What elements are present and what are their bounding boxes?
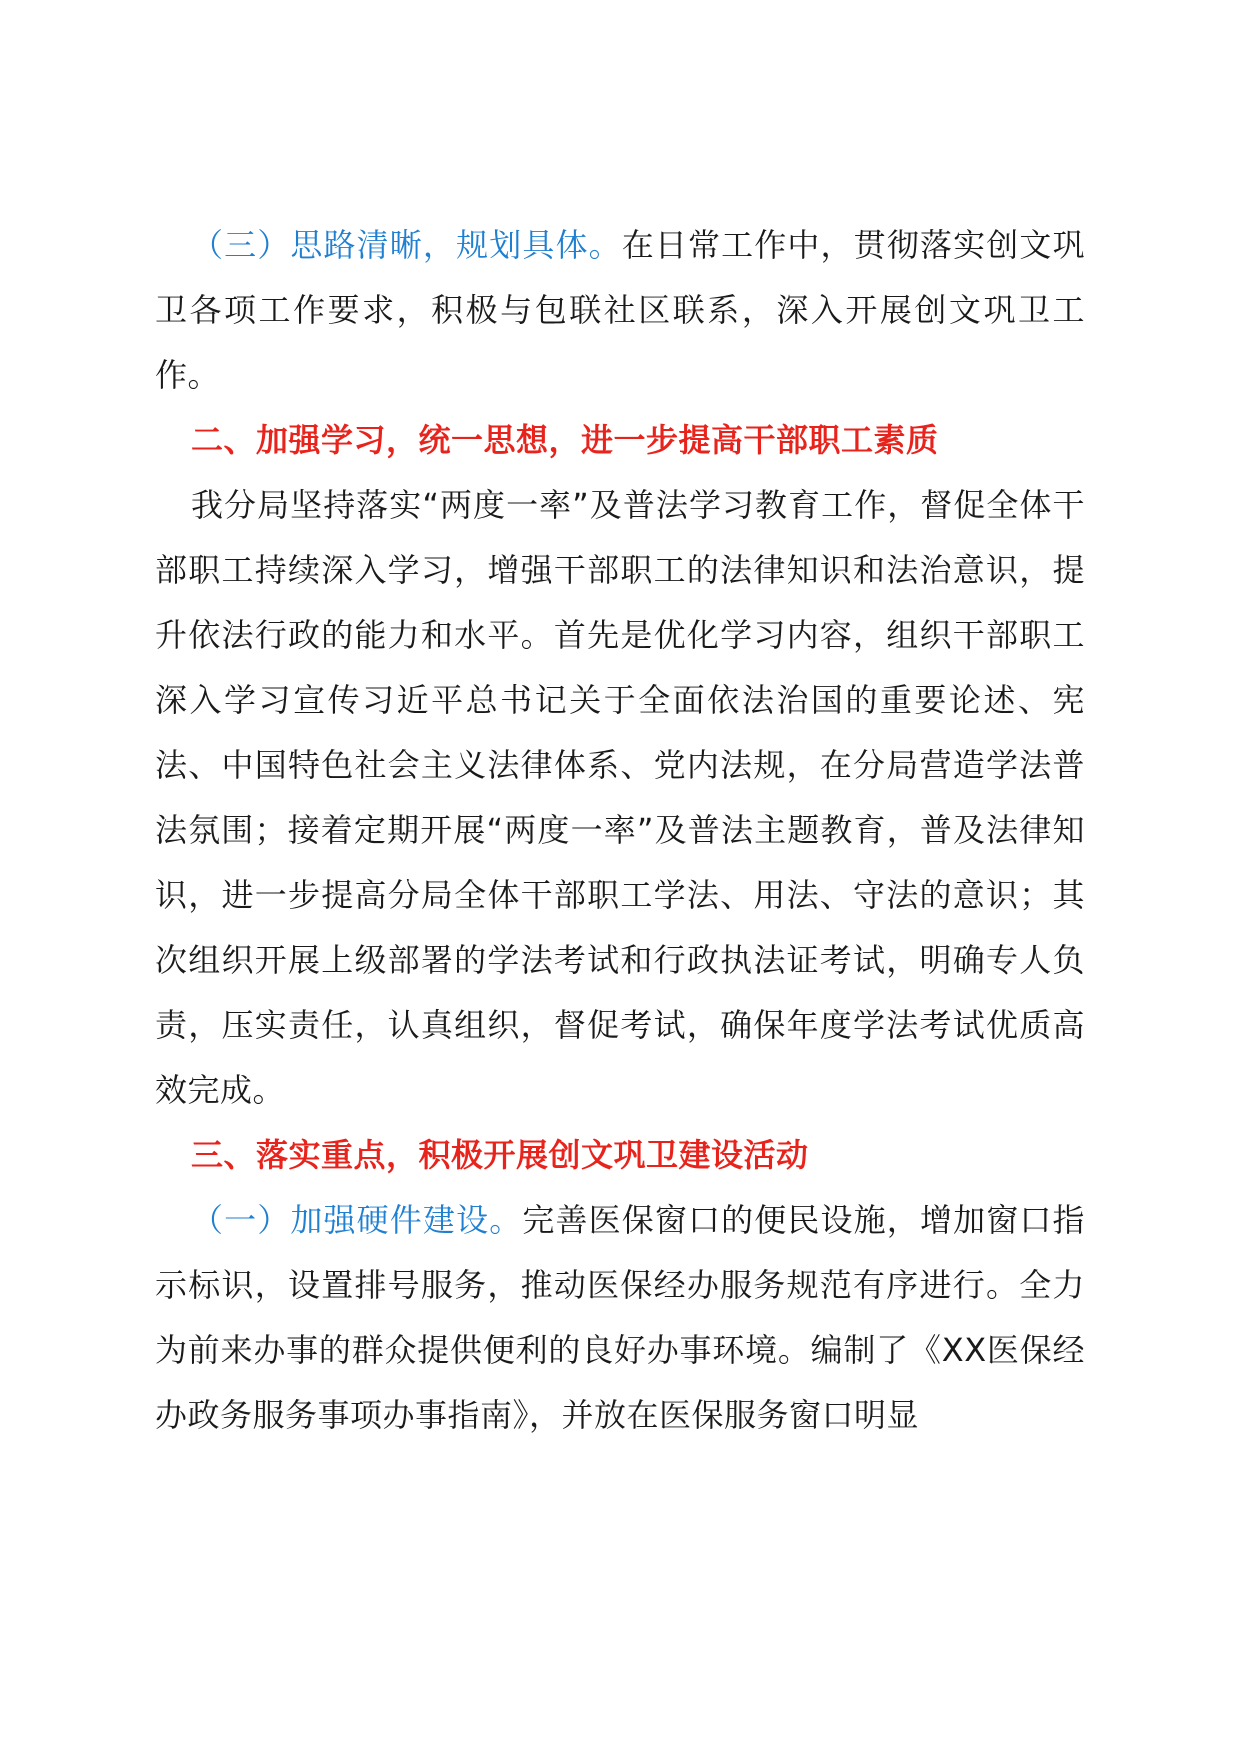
paragraph-body-planning: 在日常工作中，贯彻落实创文巩卫各项工作要求，积极与包联社区联系，深入开展创文巩卫工作。 bbox=[155, 226, 1085, 394]
paragraph-lead-planning: （三）思路清晰，规划具体。 bbox=[191, 226, 622, 264]
paragraph-body-hardware: 完善医保窗口的便民设施，增加窗口指示标识，设置排号服务，推动医保经办服务规范有序进行。全力为前来办事的群众提供便利的良好办事环境。编制了《XX医保经办政务服务事项办事指南》，并放在医保服务窗口明显 bbox=[155, 1201, 1085, 1434]
section-heading-study: 二、加强学习，统一思想，进一步提高干部职工素质 bbox=[191, 421, 939, 459]
paragraph-planning bbox=[155, 213, 1085, 408]
document-body bbox=[155, 213, 1085, 1448]
paragraph-study: 我分局坚持落实“两度一率”及普法学习教育工作，督促全体干部职工持续深入学习，增强干部职工的法律知识和法治意识，提升依法行政的能力和水平。首先是优化学习内容，组织干部职工深入学习宣传习近平总书记关于全面依法治国的重要论述、宪法、中国特色社会主义法律体系、党内法规，在分局营造学法普法氛围；接着定期开展“两度一率”及普法主题教育，普及法律知识，进一步提高分局全体干部职工学法、用法、守法的意识；其次组织开展上级部署的学法考试和行政执法证考试，明确专人负责，压实责任，认真组织，督促考试，确保年度学法考试优质高效完成。 bbox=[155, 486, 1085, 1109]
paragraph-hardware bbox=[155, 1188, 1085, 1448]
paragraph-lead-hardware: （一）加强硬件建设。 bbox=[191, 1201, 523, 1239]
section-heading-activities: 三、落实重点，积极开展创文巩卫建设活动 bbox=[191, 1136, 809, 1174]
